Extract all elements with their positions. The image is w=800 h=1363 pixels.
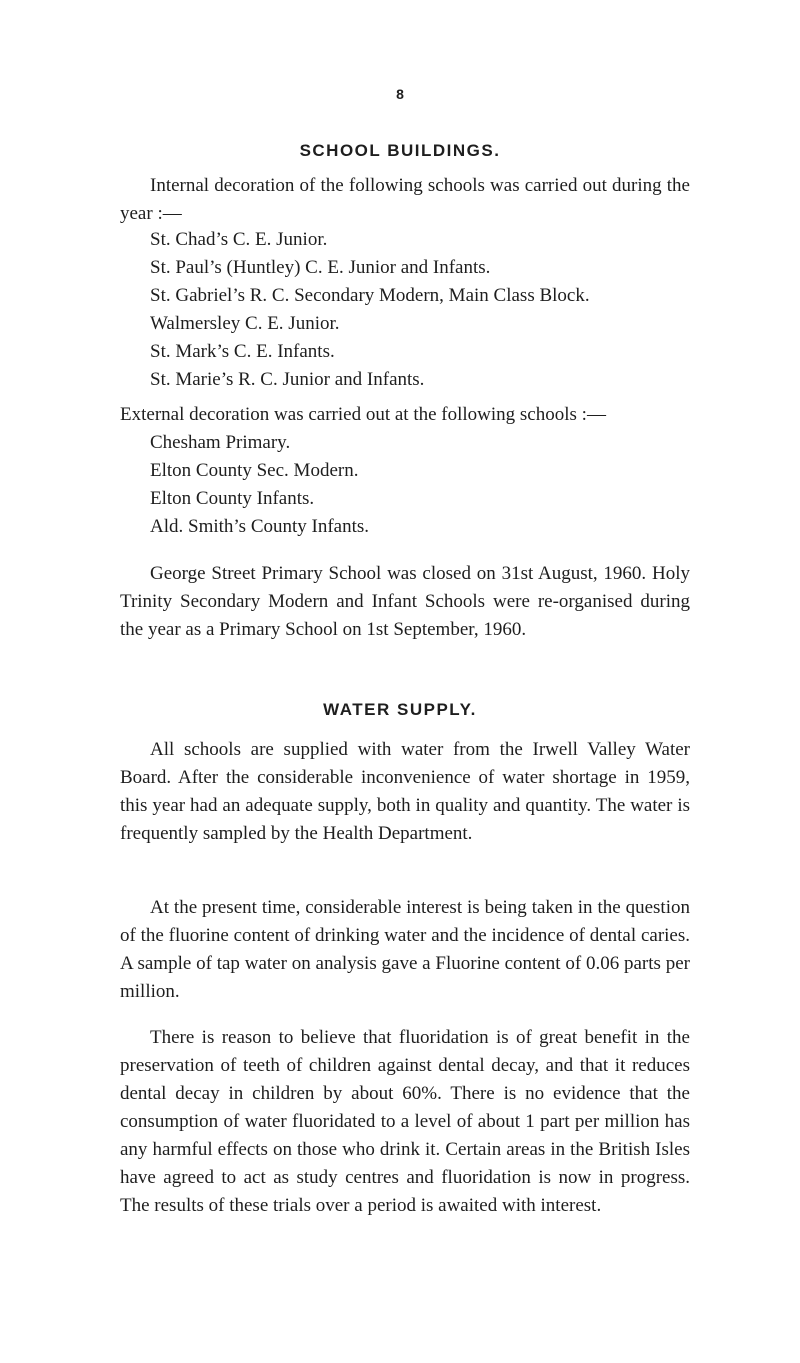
external-decoration-intro: External decoration was carried out at the following schools :— [120, 404, 606, 425]
list-item: St. Marie’s R. C. Junior and Infants. [150, 369, 425, 390]
page-number: 8 [396, 86, 404, 102]
external-schools-list [150, 429, 369, 541]
list-item: St. Chad’s C. E. Junior. [150, 229, 328, 250]
list-item: Elton County Sec. Modern. [150, 460, 359, 481]
internal-decoration-intro: Internal decoration of the following schools was carried out during the year :— [120, 175, 690, 224]
school-buildings-heading: SCHOOL BUILDINGS. [299, 141, 501, 160]
water-supply-paragraph: All schools are supplied with water from the Irwell Valley Water Board. After the considerable inconvenience of water shortage in 1959, this year had an adequate supply, both in quality and quantity. The water is frequently sampled by the Health Department. [120, 739, 690, 844]
fluoridation-paragraph: There is reason to believe that fluoridation is of great benefit in the preservation of teeth of children against dental decay, and that it reduces dental decay in children by about 60%. There is no evidence that the consumption of water fluoridated to a level of about 1 part per million has any harmful effects on those who drink it. Certain areas in the British Isles have agreed to act as study centres and fluoridation is now in progress. The results of these trials over a period is awaited with interest. [120, 1027, 690, 1216]
list-item: Elton County Infants. [150, 488, 315, 509]
list-item: St. Paul’s (Huntley) C. E. Junior and Infants. [150, 257, 491, 278]
list-item: St. Gabriel’s R. C. Secondary Modern, Main Class Block. [150, 285, 590, 306]
list-item: Walmersley C. E. Junior. [150, 313, 340, 334]
fluorine-paragraph: At the present time, considerable interest is being taken in the question of the fluorine content of drinking water and the incidence of dental caries. A sample of tap water on analysis gave a Fluorine content of 0.06 parts per million. [120, 897, 690, 1002]
list-item: Chesham Primary. [150, 432, 291, 453]
list-item: St. Mark’s C. E. Infants. [150, 341, 335, 362]
internal-schools-list [150, 226, 590, 394]
list-item: Ald. Smith’s County Infants. [150, 516, 370, 537]
school-closure-paragraph: George Street Primary School was closed on 31st August, 1960. Holy Trinity Secondary Modern and Infant Schools were re-organised during the year as a Primary School on 1st September, 1960. [120, 563, 690, 640]
water-supply-heading: WATER SUPPLY. [323, 700, 477, 719]
